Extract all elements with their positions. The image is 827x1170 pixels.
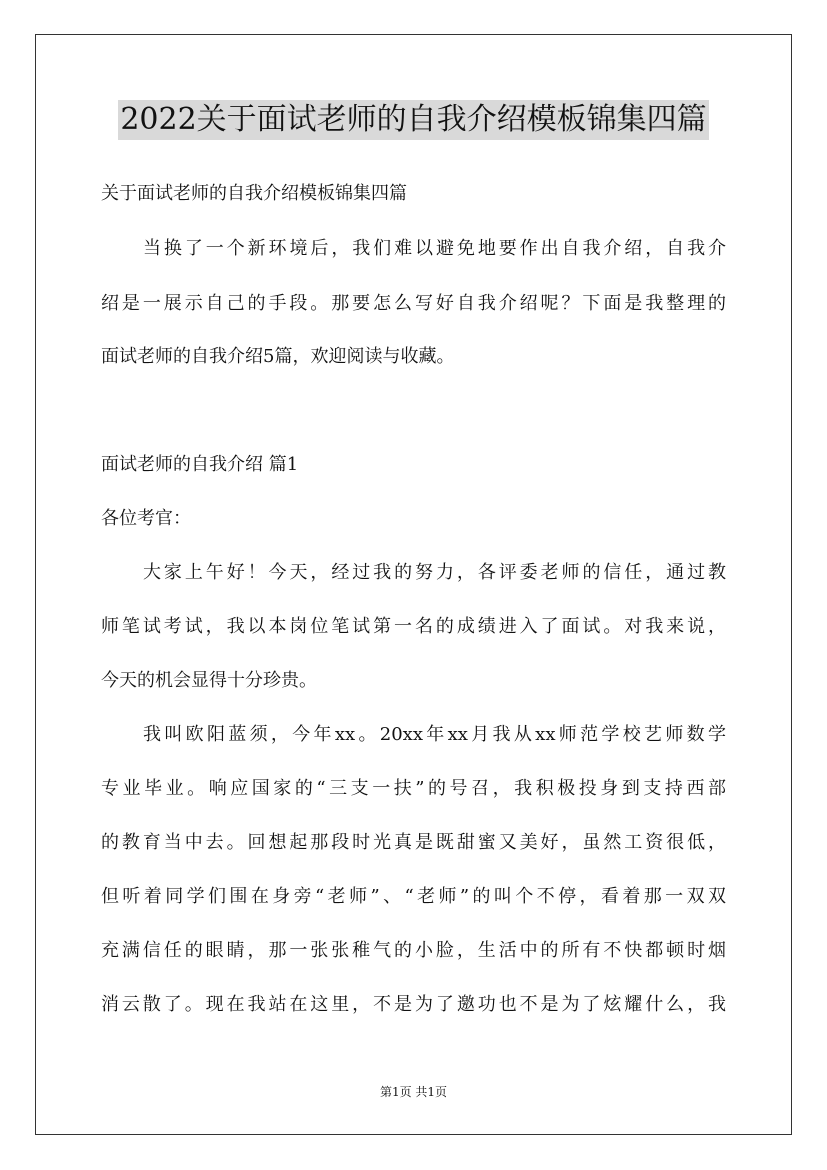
paragraph-line: 大家上午好！今天，经过我的努力，各评委老师的信任，通过教 [143, 562, 726, 583]
document-title: 2022关于面试老师的自我介绍模板锦集四篇 [118, 100, 708, 140]
subtitle-line: 关于面试老师的自我介绍模板锦集四篇 [101, 183, 407, 204]
paragraph-line: 我叫欧阳蓝须，今年xx。20xx年xx月我从xx师范学校艺师数学 [143, 724, 726, 745]
paragraph-line: 面试老师的自我介绍5篇，欢迎阅读与收藏。 [101, 346, 455, 367]
paragraph-line: 当换了一个新环境后，我们难以避免地要作出自我介绍，自我介 [143, 238, 726, 259]
paragraph-line: 师笔试考试，我以本岗位笔试第一名的成绩进入了面试。对我来说， [101, 616, 726, 637]
paragraph-line: 但听着同学们围在身旁“老师”、“老师”的叫个不停，看着那一双双 [101, 886, 726, 907]
paragraph-line: 的教育当中去。回想起那段时光真是既甜蜜又美好，虽然工资很低， [101, 832, 726, 853]
title-container [0, 100, 827, 140]
section-heading: 面试老师的自我介绍 篇1 [101, 454, 299, 475]
paragraph-line: 消云散了。现在我站在这里，不是为了邀功也不是为了炫耀什么，我 [101, 994, 726, 1015]
page-number-footer: 第1页 共1页 [379, 1085, 448, 1099]
paragraph-line: 绍是一展示自己的手段。那要怎么写好自我介绍呢？下面是我整理的 [101, 293, 726, 314]
paragraph-line: 专业毕业。响应国家的“三支一扶”的号召，我积极投身到支持西部 [101, 778, 726, 799]
paragraph-line: 今天的机会显得十分珍贵。 [101, 670, 317, 691]
paragraph-line: 充满信任的眼睛，那一张张稚气的小脸，生活中的所有不快都顿时烟 [101, 940, 726, 961]
salutation-line: 各位考官： [101, 508, 191, 529]
